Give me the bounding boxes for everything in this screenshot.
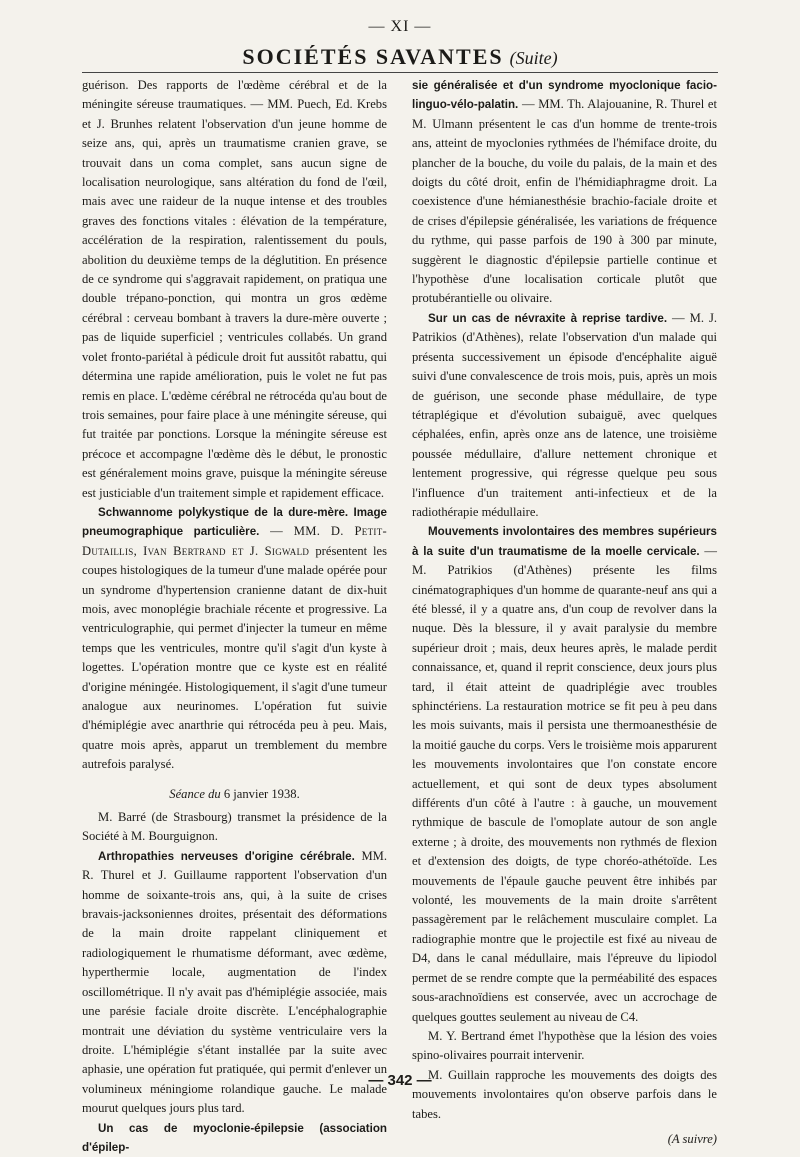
left-paragraph-4-heading: Arthropathies nerveuses d'origine cérébrale. <box>98 849 355 863</box>
right-paragraph-2-text: — M. J. Patrikios (d'Athènes), relate l'observation d'un malade qui présenta successivement un épisode d'encéphalite aiguë suivi d'une convalescence de trois mois, puis, après un mois de guérison, une seconde phase médullaire, de type tétraplégique et d'évolution subaiguë, avec quelques céphalées, enfin, après onze ans de latence, une troisième poussée médullaire, d'allure nettement chronique et lentement progressive, qui régresse quelque peu sous l'influence d'un traitement anti-infectieux et de la radiothérapie médullaire. <box>412 310 718 519</box>
left-paragraph-2-heading: Schwannome polykystique de la dure-mère. Image pneumographique particulière. <box>82 505 387 539</box>
right-column <box>412 76 717 1149</box>
section-title <box>0 44 800 70</box>
right-paragraph-2-heading: Sur un cas de névraxite à reprise tardive. <box>428 311 668 325</box>
left-paragraph-5 <box>82 1119 387 1157</box>
left-paragraph-5-heading: Un cas de myoclonie-épilepsie (association d'épilep- <box>82 1121 387 1154</box>
left-paragraph-3-text: M. Barré (de Strasbourg) transmet la présidence de la Société à M. Bourguignon. <box>82 810 387 844</box>
right-paragraph-2 <box>412 309 717 522</box>
right-paragraph-1-heading: sie généralisée et d'un syndrome myoclonique facio-linguo-vélo-palatin. <box>412 79 717 112</box>
roman-page-number: — XI — <box>368 18 432 35</box>
seance-label: Séance du <box>169 786 224 801</box>
left-paragraph-3 <box>82 808 387 847</box>
left-paragraph-2-authors: — MM. D. Petit-Dutaillis, Ivan Bertrand et J. Sigwald <box>82 524 387 558</box>
right-paragraph-5-text: M. Guillain rapproche les mouvements des doigts des mouvements involontaires qu'on observe parfois dans le tabes. <box>412 1067 717 1121</box>
header-rule <box>82 72 718 73</box>
page-number: — 342 — <box>368 1072 432 1089</box>
seance-date: 6 janvier 1938. <box>223 786 300 801</box>
left-column <box>82 76 387 1157</box>
a-suivre-note: (A suivre) <box>667 1131 717 1146</box>
right-paragraph-4 <box>412 1027 717 1066</box>
left-paragraph-2 <box>82 503 387 775</box>
right-paragraph-3-text: — M. Patrikios (d'Athènes) présente les films cinématographiques d'un homme de quarante-neuf ans qui a été blessé, il y a quatre ans, d'un coup de revolver dans la nuque. Dès la blessure, il y avait paralysie du membre supérieur droit ; mais, deux heures après, le malade perdit connaissance, et, quand il reprit conscience, deux jours plus tard, il était atteint de quadriplégie avec troubles sphinctériens. La restauration motrice se fit peu à peu dans les mois suivants, mais il persista une thermoanesthésie de la moitié gauche du corps. Vers le troisième mois apparurent les mouvements involontaires que l'on constate encore actuellement, et qui sont de deux types absolument différents d'un côté à l'autre : à gauche, un mouvement rythmique de bascule de l'omoplate autour de son angle externe ; à droite, des mouvements non rythmés de flexion et d'extension des doigts, de type choréo-athétoïde. Les mouvements de l'épaule gauche peuvent être inhibés par volonté, les mouvements de la main droite s'arrêtent passagèrement par le relâchement musculaire complet. La radiographie montre que le projectile est fixé au niveau de D4, dans le canal médullaire, mais l'épreuve du lipiodol permet de se rendre compte que la perméabilité des espaces sous-arachnoïdiens est conservée, avec un accrochage de quelques gouttes seulement au niveau de C4. <box>412 543 718 1024</box>
left-paragraph-2-text: présentent les coupes histologiques de la tumeur d'une malade opérée pour un syndrome d'hypertension cranienne datant de dix-huit mois, avec monoplégie brachiale récente et progressive. La ventriculographie, qui permet d'injecter la tumeur en même temps que les ventricules, montre qu'il s'agit d'un kyste à logettes. L'opération montre que ce kyste est en réalité d'origine méningée. Histologiquement, il s'agit d'une tumeur analogue aux neurinomes. L'opération fut suivie d'hémiplégie avec anarthrie qui rétrocéda peu à peu. Mais, quatre mois après, apparut un tremblement du membre autrefois paralysé. <box>82 543 387 772</box>
right-paragraph-1-text: — MM. Th. Alajouanine, R. Thurel et M. Ulmann présentent le cas d'un homme de trente-trois ans, atteint de myoclonies rythmées de l'hémiface droite, du plancher de la bouche, du voile du palais, de la main et des doigts du côté droit, enfin de l'hémidiaphragme droit. La coexistence d'une hémianesthésie brachio-faciale droite et de crises d'épilepsie généralisée, les variations de fréquence du rythme, qui passe parfois de 190 à 300 par minute, suggèrent le diagnostic d'épilepsie partielle continue et l'hypothèse d'une localisation corticale plutôt que protubérantielle ou olivaire. <box>412 97 717 306</box>
section-title-text: SOCIÉTÉS SAVANTES <box>242 44 504 69</box>
right-paragraph-3 <box>412 522 717 1027</box>
seance-heading <box>82 785 387 804</box>
right-paragraph-3-heading: Mouvements involontaires des membres supérieurs à la suite d'un traumatisme de la moelle cervicale. <box>412 525 717 558</box>
left-paragraph-1 <box>82 76 387 503</box>
left-paragraph-1-text: guérison. Des rapports de l'œdème cérébral et de la méningite séreuse traumatiques. — MM. Puech, Ed. Krebs et J. Brunhes relatent l'observation d'un jeune homme de seize ans, qui, après un traumatisme cranien grave, se trouvait dans un coma complet, sans aucun signe de localisation neurologique, sans altération du fond de l'œil, mais avec une raideur de la nuque intense et des troubles graves des fonctions vitales : élévation de la température, accélération de la respiration, ralentissement du pouls, abolition du deuxième temps de la déglutition. En présence de ce syndrome qui s'aggravait rapidement, on pratiqua une double trépano-ponction, qui montra un gros œdème cérébral : cerveau bombant à travers la dure-mère ouverte ; pas de liquide superficiel ; ventricules collabés. Un grand volet fronto-pariétal à pédicule droit fut aussitôt rabattu, qui détermina une rapide amélioration, puis le volet ne fut pas remis en place. L'œdème cérébral ne rétrocéda qu'au bout de trois semaines, pour faire place à une méningite séreuse, qui fut traitée par ponctions. Lorsque la méningite séreuse est précoce et accompagne l'œdème dès le début, le pronostic est généralement moins grave, puisque la méningite séreuse est justiciable d'un traitement simple et rapidement efficace. <box>82 78 387 500</box>
section-title-suite: (Suite) <box>509 48 558 68</box>
right-paragraph-4-text: M. Y. Bertrand émet l'hypothèse que la lésion des voies spino-olivaires pourrait intervenir. <box>412 1028 717 1063</box>
right-paragraph-1 <box>412 76 717 309</box>
left-paragraph-4-text: MM. R. Thurel et J. Guillaume rapportent l'observation d'un homme de soixante-trois ans, qui, à la suite de crises bravais-jacksoniennes droites, présentait des déformations de la main droite rappelant cliniquement et radiologiquement le rhumatisme déformant, avec œdème, hyperthermie locale, augmentation de l'index oscillométrique. Il n'y avait pas d'hémiplégie associée, mais une parésie faciale droite discrète. L'encéphalographie montrait une déviation du système ventriculaire vers la droite. L'hémiplégie s'étant installée par la suite avec aphasie, une opération fut pratiquée, qui permit d'enlever un volumineux méningiome rolandique gauche. Le malade mourut quelques jours plus tard. <box>82 848 388 1116</box>
